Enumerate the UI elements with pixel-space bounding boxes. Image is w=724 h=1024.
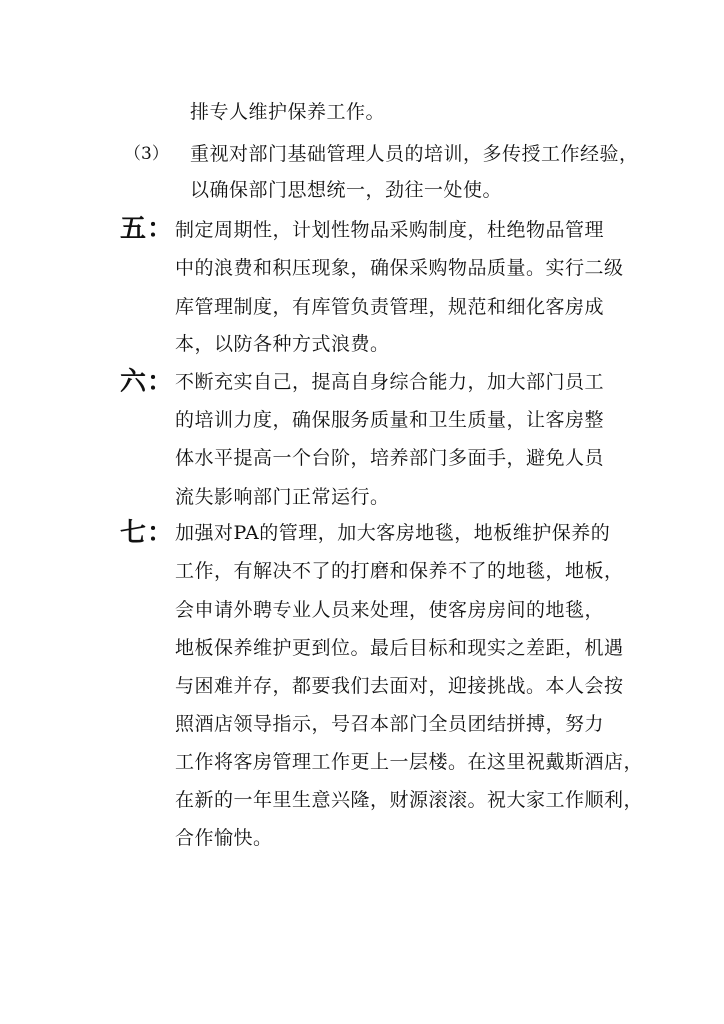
section-heading-6: 六： [120, 367, 175, 397]
section5-line-4: 本，以防各种方式浪费。 [175, 333, 390, 355]
section-heading-5: 五： [120, 214, 175, 244]
section7-line-8: 在新的一年里生意兴隆，财源滚滚。祝大家工作顺利， [175, 789, 644, 811]
section7-line-7: 工作将客房管理工作更上一层楼。在这里祝戴斯酒店， [175, 751, 644, 773]
section7-line-1: 加强对PA的管理，加大客房地毯，地板维护保养的 [175, 522, 611, 544]
section5-line-2: 中的浪费和积压现象，确保采购物品质量。实行二级 [175, 257, 624, 279]
continuation-line: 排专人维护保养工作。 [190, 101, 386, 123]
section7-line-3: 会申请外聘专业人员来处理，使客房房间的地毯， [175, 599, 605, 621]
section5-line-1: 制定周期性，计划性物品采购制度，杜绝物品管理 [175, 219, 605, 241]
section6-line-4: 流失影响部门正常运行。 [175, 486, 390, 508]
section7-line-9: 合作愉快。 [175, 827, 273, 849]
section6-line-3: 体水平提高一个台阶，培养部门多面手，避免人员 [175, 447, 605, 469]
section7-line-2: 工作，有解决不了的打磨和保养不了的地毯，地板， [175, 560, 624, 582]
section7-line-6: 照酒店领导指示，号召本部门全员团结拼搏，努力 [175, 713, 605, 735]
section7-line-4: 地板保养维护更到位。最后目标和现实之差距，机遇 [175, 637, 624, 659]
section6-line-1: 不断充实自己，提高自身综合能力，加大部门员工 [175, 371, 605, 393]
item-number: （3） [124, 144, 169, 164]
section7-line-5: 与困难并存，都要我们去面对，迎接挑战。本人会按 [175, 675, 624, 697]
item3-line-1: 重视对部门基础管理人员的培训，多传授工作经验， [190, 143, 639, 165]
section6-line-2: 的培训力度，确保服务质量和卫生质量，让客房整 [175, 409, 605, 431]
section-heading-7: 七： [120, 518, 175, 548]
section5-line-3: 库管理制度，有库管负责管理，规范和细化客房成 [175, 296, 605, 318]
item3-line-2: 以确保部门思想统一，劲往一处使。 [190, 179, 503, 201]
